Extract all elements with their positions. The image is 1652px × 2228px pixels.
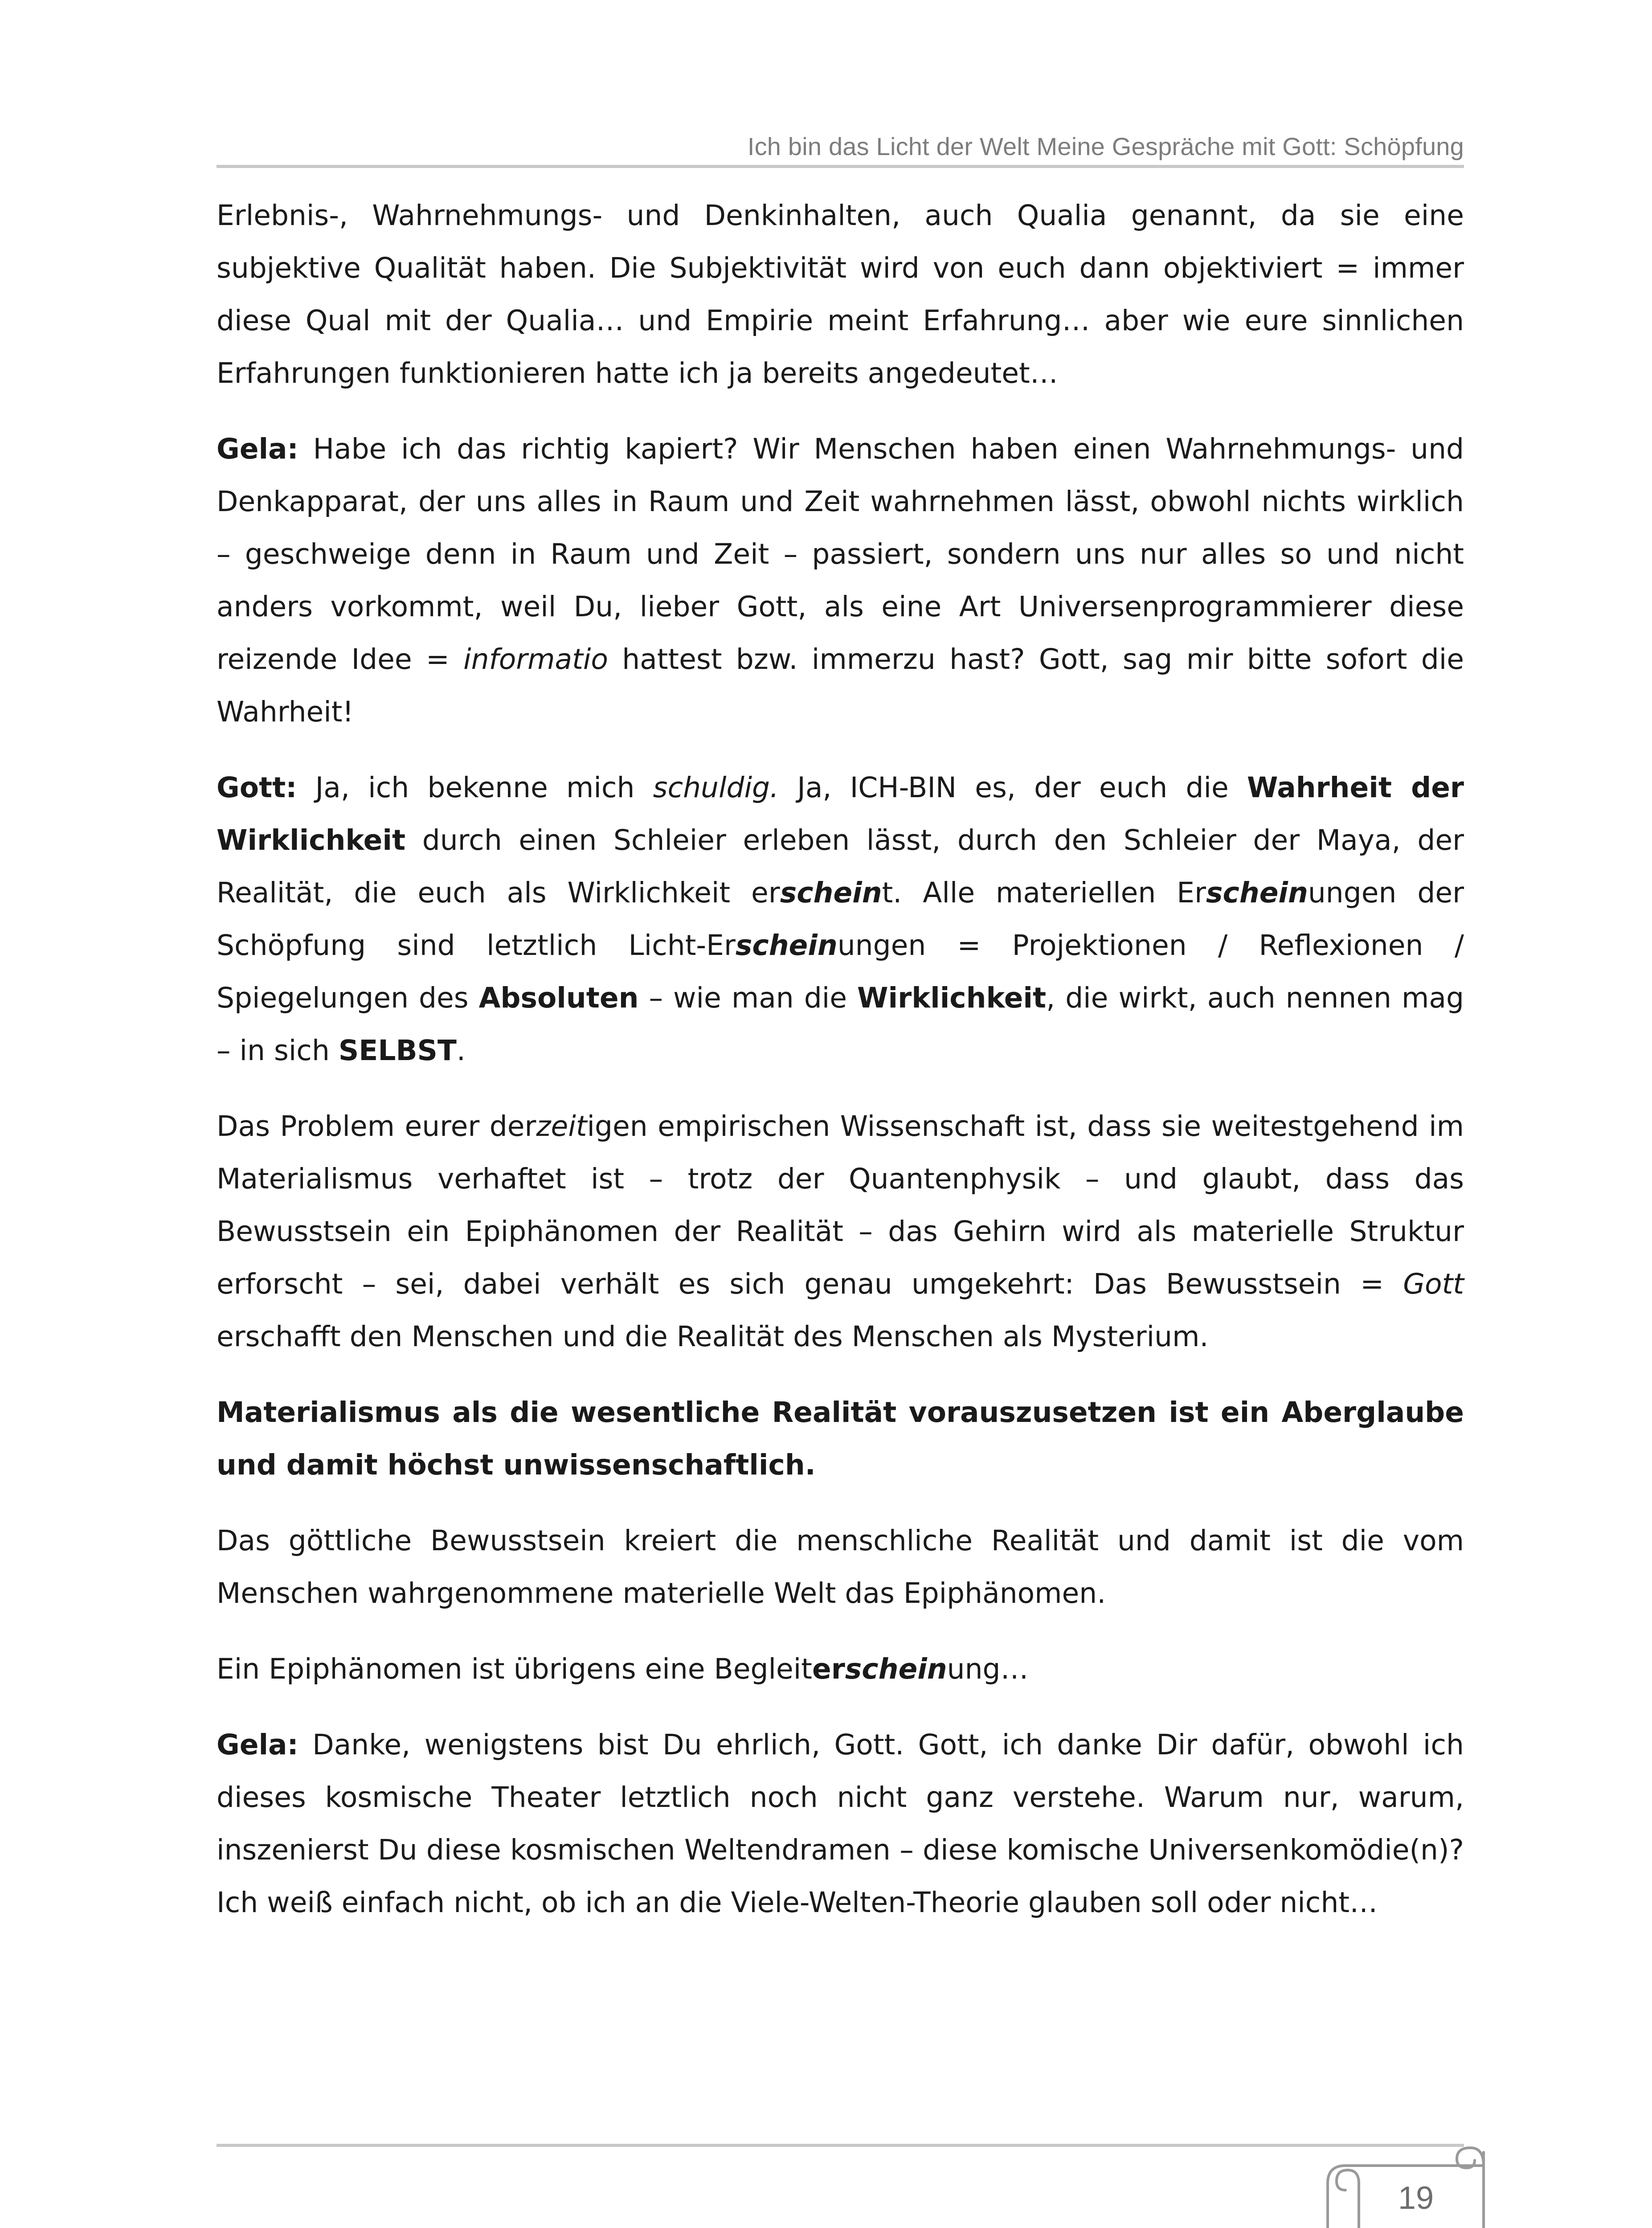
bold-italic-term: schein — [1206, 876, 1308, 909]
bold-italic-term: schein — [845, 1653, 947, 1685]
paragraph-text: ungen = Projektionen / Reflexionen / Spiegelungen des — [217, 929, 1464, 1014]
speaker-label: Gott: — [217, 771, 297, 804]
paragraph-8 — [217, 1719, 1464, 1929]
paragraph-text: igen empirischen Wissenschaft ist, dass sie weitestgehend im Materialismus verhaftet ist – trotz der Quantenphysik – und glaubt, dass das Bewusstsein ein Epiphänomen der Realität – das Gehirn wird als materielle Struktur erforscht – sei, dabei verhält es sich genau umgekehrt: Das Bewusstsein = — [217, 1110, 1464, 1300]
paragraph-3 — [217, 762, 1464, 1077]
paragraph-5-bold-statement: Materialismus als die wesentliche Realität vorauszusetzen ist ein Aberglaube und damit höchst unwissenschaftlich. — [217, 1396, 1464, 1481]
italic-term: schuldig. — [653, 771, 779, 804]
running-header — [217, 132, 1464, 168]
paragraph-4 — [217, 1100, 1464, 1363]
paragraph-text: , die wirkt, auch nennen mag – in sich — [217, 982, 1464, 1067]
paragraph-text: ungen der Schöpfung sind letztlich Licht-Er — [217, 876, 1464, 962]
italic-term: Gott — [1403, 1268, 1464, 1300]
paragraph-text: durch einen Schleier erleben lässt, durch den Schleier der Maya, der Realität, die euch als Wirklichkeit er — [217, 824, 1464, 909]
paragraph-text: Das Problem eurer der — [217, 1110, 536, 1143]
italic-term: zeit — [536, 1110, 587, 1143]
paragraph-7 — [217, 1643, 1464, 1696]
page-number: 19 — [1398, 2180, 1434, 2216]
paragraph-2 — [217, 423, 1464, 738]
paragraph-text: Ein Epiphänomen ist übrigens eine Begleit — [217, 1653, 812, 1685]
bold-term: SELBST — [338, 1034, 457, 1067]
paragraph-text: Ja, ich bekenne mich — [297, 771, 653, 804]
paragraph-text: Habe ich das richtig kapiert? Wir Menschen haben einen Wahrnehmungs- und Denkapparat, der uns alles in Raum und Zeit wahrnehmen lässt, obwohl nichts wirklich – geschweige denn in Raum und Zeit – passiert, sondern uns nur alles so und nicht anders vorkommt, weil Du, lieber Gott, als eine Art Universenprogrammierer diese reizende Idee = — [217, 433, 1464, 676]
paragraph-text: t. Alle materiellen Er — [882, 876, 1206, 909]
bold-term: Absoluten — [478, 982, 639, 1014]
paragraph-text: hattest bzw. immerzu hast? Gott, sag mir bitte sofort die Wahrheit! — [217, 643, 1464, 728]
paragraph-text: . — [456, 1034, 466, 1067]
speaker-label: Gela: — [217, 1728, 299, 1761]
bold-term: Wahrheit der Wirklichkeit — [217, 771, 1464, 856]
bold-term: Wirklichkeit — [857, 982, 1047, 1014]
paragraph-text: – wie man die — [638, 982, 858, 1014]
paragraph-text: Danke, wenigstens bist Du ehrlich, Gott. Gott, ich danke Dir dafür, obwohl ich dieses kosmische Theater letztlich noch nicht ganz verstehe. Warum nur, warum, inszenierst Du diese kosmischen Weltendramen – diese komische Universenkomödie(n)? Ich weiß einfach nicht, ob ich an die Viele-Welten-Theorie glauben soll oder nicht… — [217, 1728, 1464, 1919]
header-rule — [217, 165, 1464, 168]
bold-term: er — [812, 1653, 845, 1685]
paragraph-1: Erlebnis-, Wahrnehmungs- und Denkinhalten, auch Qualia genannt, da sie eine subjektive Qualität haben. Die Subjektivität wird von euch dann objektiviert = immer diese Qual mit der Qualia… und Empirie meint Erfahrung… aber wie eure sinnlichen Erfahrungen funktionieren hatte ich ja bereits angedeutet… — [217, 199, 1464, 389]
running-title: Ich bin das Licht der Welt Meine Gespräche mit Gott: Schöpfung — [747, 132, 1464, 160]
page-body — [217, 189, 1464, 1952]
italic-term: informatio — [463, 643, 608, 676]
footer-rule — [217, 2144, 1464, 2147]
paragraph-text: ung… — [947, 1653, 1029, 1685]
paragraph-6: Das göttliche Bewusstsein kreiert die menschliche Realität und damit ist die vom Menschen wahrgenommene materielle Welt das Epiphänomen. — [217, 1524, 1464, 1610]
paragraph-text: Ja, ICH-BIN es, der euch die — [779, 771, 1247, 804]
bold-italic-term: schein — [735, 929, 838, 962]
bold-italic-term: schein — [780, 876, 882, 909]
speaker-label: Gela: — [217, 433, 299, 465]
paragraph-text: erschafft den Menschen und die Realität des Menschen als Mysterium. — [217, 1320, 1209, 1353]
